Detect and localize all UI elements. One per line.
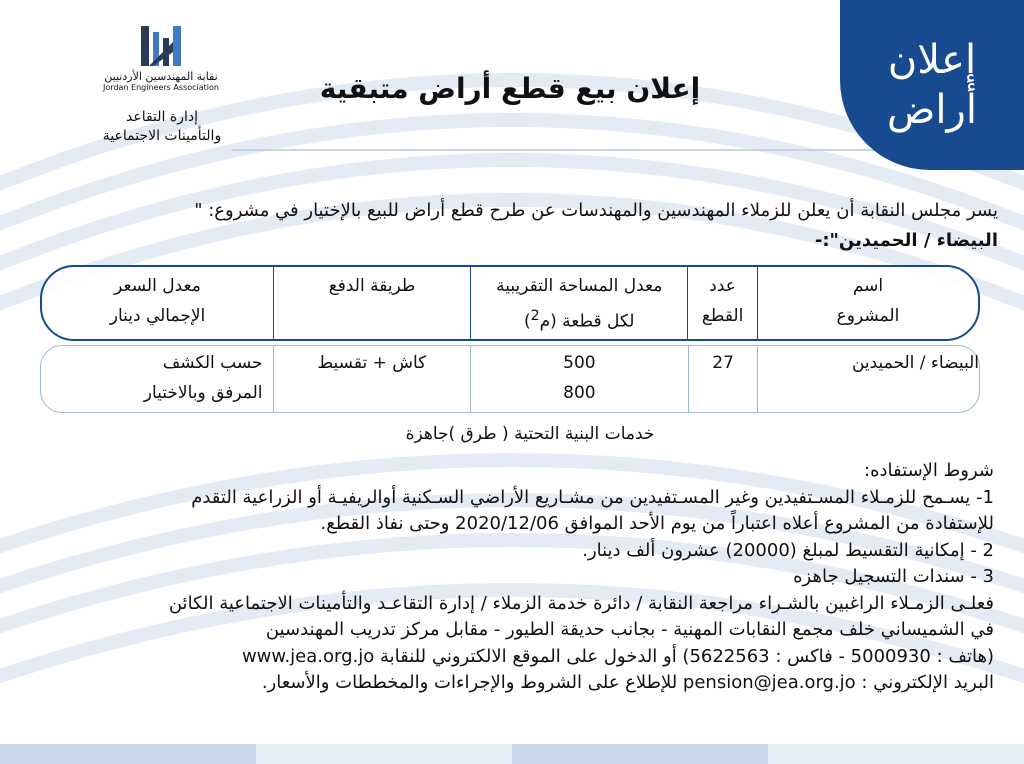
header-count <box>687 267 757 339</box>
infrastructure-note: خدمات البنية التحتية ( طرق )جاهزة <box>405 424 655 444</box>
terms-line-3: 2 - إمكانية التقسيط لمبلغ (20000) عشرون ألف دينار. <box>582 539 994 561</box>
intro-project-name: البيضاء / الحميدين":- <box>814 230 998 251</box>
cell-area <box>470 346 688 412</box>
logo-name-english: Jordan Engineers Association <box>103 83 219 92</box>
footer-segment <box>768 744 1024 764</box>
footer-segment <box>512 744 768 764</box>
department-line-1: إدارة التقاعد <box>126 109 198 125</box>
header-area-unit-text: لكل قطعة (م <box>539 311 635 332</box>
header-price <box>42 267 273 339</box>
terms-line-7: (هاتف : 5000930 - فاكس : 5622563) أو الدخول على الموقع الالكتروني للنقابة www.jea.org.jo <box>241 645 994 667</box>
cell-project-value: البيضاء / الحميدين <box>851 353 979 373</box>
cell-price-line-2: المرفق وبالاختيار <box>143 383 263 403</box>
header-price-line-1: معدل السعر <box>114 276 201 296</box>
cell-payment <box>273 346 471 412</box>
department-line-2: والتأمينات الاجتماعية <box>102 128 222 144</box>
terms-line-1: 1- يسـمح للزمـلاء المسـتفيدين وغير المسـتفيدين من مشـاريع الأراضي السـكنية أوالريفيـة أو الزراعية التقدم <box>191 486 994 508</box>
header-area <box>470 267 687 339</box>
header-project <box>757 267 978 339</box>
header-project-line-1: اسم <box>852 276 884 296</box>
land-table <box>40 265 980 413</box>
terms-line-4: 3 - سندات التسجيل جاهزه <box>793 566 994 587</box>
terms-line-5: فعلـى الزمـلاء الراغبين بالشـراء مراجعة النقابة / دائرة خدمة الزملاء / إدارة التقاعـد والتأمينات الاجتماعية الكائن <box>168 592 994 614</box>
department-name <box>92 108 232 146</box>
header-area-line-1: معدل المساحة التقريبية <box>496 276 663 296</box>
header-payment <box>273 267 470 339</box>
header-payment-label: طريقة الدفع <box>328 276 416 296</box>
terms-section <box>30 458 994 697</box>
table-row <box>40 345 980 413</box>
cell-price-line-1: حسب الكشف <box>162 353 263 373</box>
table-header-row <box>40 265 980 341</box>
cell-area-value-2: 800 <box>563 383 596 403</box>
jea-logo-icon <box>135 22 187 70</box>
badge-line-2: أراض <box>887 87 977 133</box>
terms-line-8: البريد الإلكتروني : pension@jea.org.jo للإطلاع على الشروط والإجراءات والمخططات والأسعار. <box>261 672 994 693</box>
cell-count-value: 27 <box>712 353 734 373</box>
cell-price <box>41 346 273 412</box>
cell-area-value-1: 500 <box>563 353 596 373</box>
intro-line-1: يسر مجلس النقابة أن يعلن للزملاء المهندسين والمهندسات عن طرح قطع أراض للبيع بالإختيار في مشروع: " <box>194 200 998 221</box>
header-project-line-2: المشروع <box>836 306 900 326</box>
header-count-line-2: القطع <box>701 306 744 326</box>
header-area-unit-superscript: 2 <box>530 308 540 324</box>
page-title: إعلان بيع قطع أراض متبقية <box>319 72 701 105</box>
cell-payment-value: كاش + تقسيط <box>317 353 427 373</box>
header-count-line-1: عدد <box>709 276 736 296</box>
cell-count <box>688 346 758 412</box>
header-area-line-2 <box>524 301 634 337</box>
terms-line-6: في الشميساني خلف مجمع النقابات المهنية - بجانب حديقة الطيور - مقابل مركز تدريب المهندسين <box>265 619 994 640</box>
header-price-line-2: الإجمالي دينار <box>109 306 206 326</box>
badge-line-1: إعلان <box>887 37 977 83</box>
terms-heading: شروط الإستفاده: <box>864 460 994 481</box>
footer-segment <box>256 744 512 764</box>
logo-name-arabic: نقابة المهندسين الأردنيين <box>104 70 218 83</box>
footer-bar <box>0 744 1024 764</box>
cell-project <box>757 346 979 412</box>
terms-line-2: للإستفادة من المشروع أعلاه اعتباراً من يوم الأحد الموافق 2020/12/06 وحتى نفاذ القطع. <box>320 513 994 534</box>
header-area-unit-close: ) <box>523 311 531 332</box>
footer-segment <box>0 744 256 764</box>
association-logo <box>96 22 226 93</box>
intro-paragraph <box>30 196 998 256</box>
announcement-badge <box>840 0 1024 170</box>
